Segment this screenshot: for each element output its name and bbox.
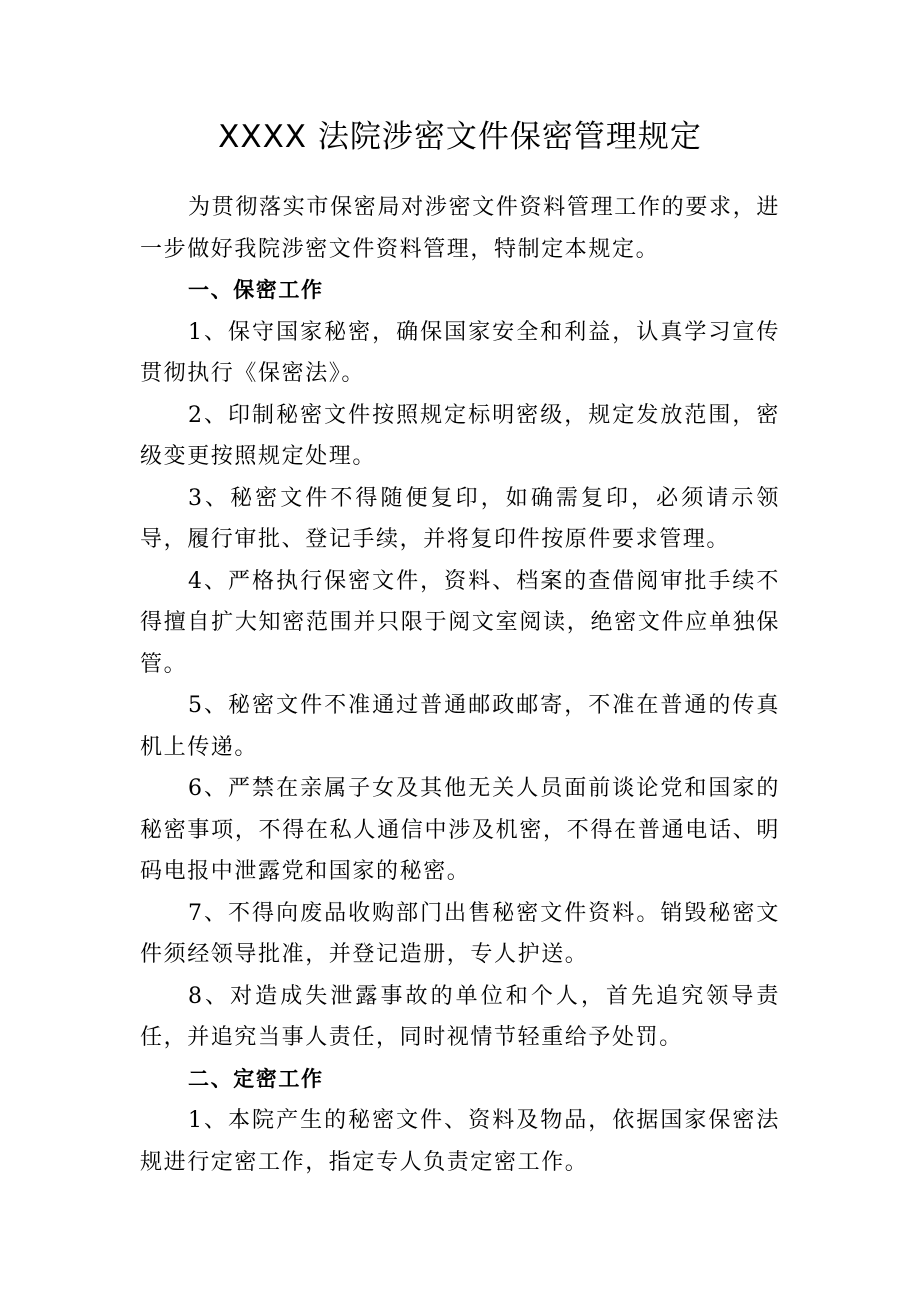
section-2-item: 1、本院产生的秘密文件、资料及物品，依据国家保密法规进行定密工作，指定专人负责定密工作。 (140, 1108, 780, 1175)
section-1-item: 1、保守国家秘密，确保国家安全和利益，认真学习宣传贯彻执行《保密法》。 (140, 319, 780, 386)
section-1-item: 7、不得向废品收购部门出售秘密文件资料。销毁秘密文件须经领导批准，并登记造册，专人护送。 (140, 900, 780, 967)
section-1-item: 4、严格执行保密文件，资料、档案的查借阅审批手续不得擅自扩大知密范围并只限于阅文室阅读，绝密文件应单独保管。 (140, 568, 780, 677)
section-2-heading: 二、定密工作 (188, 1066, 324, 1091)
section-1-item: 3、秘密文件不得随便复印，如确需复印，必须请示领导，履行审批、登记手续，并将复印件按原件要求管理。 (140, 485, 780, 552)
section-1-item: 8、对造成失泄露事故的单位和个人，首先追究领导责任，并追究当事人责任，同时视情节轻重给予处罚。 (140, 983, 780, 1050)
section-1-item: 2、印制秘密文件按照规定标明密级，规定发放范围，密级变更按照规定处理。 (140, 402, 780, 469)
section-1-item: 6、严禁在亲属子女及其他无关人员面前谈论党和国家的秘密事项，不得在私人通信中涉及机密，不得在普通电话、明码电报中泄露党和国家的秘密。 (140, 776, 780, 884)
section-1-heading: 一、保密工作 (188, 278, 324, 302)
document-body (140, 187, 780, 1183)
intro-paragraph: 为贯彻落实市保密局对涉密文件资料管理工作的要求，进一步做好我院涉密文件资料管理，特制定本规定。 (140, 195, 780, 262)
document-title: XXXX 法院涉密文件保密管理规定 (218, 119, 702, 155)
section-1-item: 5、秘密文件不准通过普通邮政邮寄，不准在普通的传真机上传递。 (140, 693, 780, 760)
